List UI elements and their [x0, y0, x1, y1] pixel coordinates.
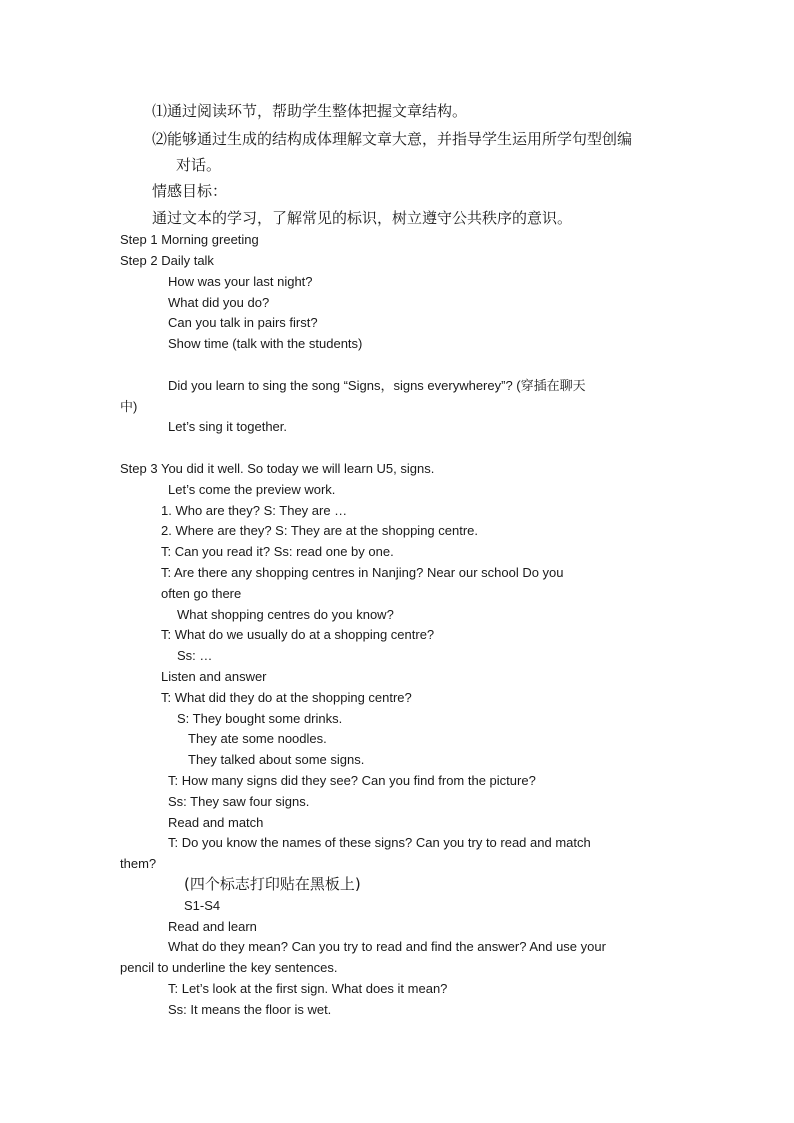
section-heading: Read and learn [168, 919, 257, 934]
text-line: Ss: It means the floor is wet. [168, 1002, 332, 1017]
text-line: Did you learn to sing the song “Signs，signs everywherey”? (穿插在聊天 [168, 378, 586, 393]
step-3: Step 3 You did it well. So today we will learn U5, signs. [120, 461, 435, 476]
text-line: (四个标志打印贴在黑板上) [184, 875, 361, 893]
text-line: They ate some noodles. [188, 731, 327, 746]
text-line: T: How many signs did they see? Can you find from the picture? [168, 773, 536, 788]
emotion-goal-text: 通过文本的学习，了解常见的标识，树立遵守公共秩序的意识。 [152, 209, 573, 227]
section-heading: Listen and answer [161, 669, 267, 684]
text-line: T: Can you read it? Ss: read one by one. [161, 544, 394, 559]
objective-1: ⑴通过阅读环节，帮助学生整体把握文章结构。 [152, 102, 468, 120]
emotion-goal-heading: 情感目标： [152, 182, 228, 200]
text-line: T: What did they do at the shopping centre? [161, 690, 412, 705]
text-line: pencil to underline the key sentences. [120, 960, 338, 975]
text-line: What do they mean? Can you try to read and find the answer? And use your [168, 939, 606, 954]
text-line: 中) [120, 399, 138, 414]
section-heading: Read and match [168, 815, 264, 830]
text-line: them? [120, 856, 157, 871]
text-line: T: What do we usually do at a shopping centre? [161, 627, 435, 642]
text-line: What shopping centres do you know? [177, 607, 394, 622]
step-2: Step 2 Daily talk [120, 253, 214, 268]
text-line: Let’s sing it together. [168, 419, 288, 434]
text-line: 2. Where are they? S: They are at the shopping centre. [161, 523, 479, 538]
text-line: Can you talk in pairs first? [168, 315, 318, 330]
text-line: often go there [161, 586, 242, 601]
text-line: T: Are there any shopping centres in Nanjing? Near our school Do you [161, 565, 564, 580]
text-line: Show time (talk with the students) [168, 336, 363, 351]
objective-2-cont: 对话。 [176, 156, 222, 174]
text-line: S1-S4 [184, 898, 221, 913]
text-line: What did you do? [168, 295, 270, 310]
text-line: They talked about some signs. [188, 752, 365, 767]
text-line: Let’s come the preview work. [168, 482, 336, 497]
text-line: T: Let’s look at the first sign. What does it mean? [168, 981, 448, 996]
step-1: Step 1 Morning greeting [120, 232, 259, 247]
text-line: 1. Who are they? S: They are … [161, 503, 348, 518]
text-line: S: They bought some drinks. [177, 711, 343, 726]
text-line: T: Do you know the names of these signs? Can you try to read and match [168, 835, 591, 850]
objective-2: ⑵能够通过生成的结构成体理解文章大意，并指导学生运用所学句型创编 [152, 130, 633, 148]
text-line: Ss: … [177, 648, 213, 663]
text-line: Ss: They saw four signs. [168, 794, 310, 809]
text-line: How was your last night? [168, 274, 313, 289]
